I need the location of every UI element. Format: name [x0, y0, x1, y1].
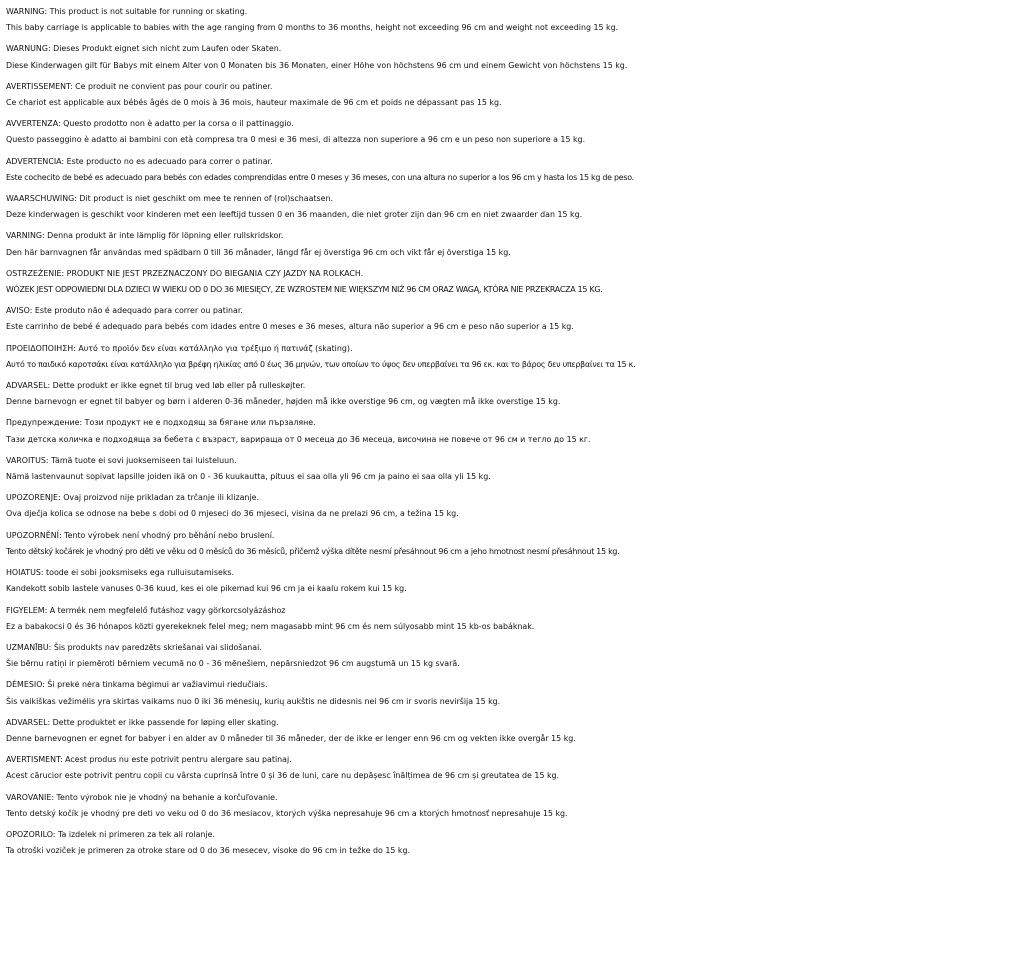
warning-body: Este carrinho de bebé é adequado para bebés com idades entre 0 meses e 36 meses, altura não superior a 96 cm e peso não superior a 15 kg. [6, 322, 574, 332]
warning-block-lv [6, 640, 1010, 672]
warning-block-fi [6, 453, 1010, 485]
warning-heading: OPOZORILO: Ta izdelek ni primeren za tek ali rolanje. [6, 829, 215, 839]
warning-block-sl [6, 827, 1010, 859]
warning-heading: HOIATUS: toode ei sobi jooksmiseks ega rulluisutamiseks. [6, 568, 235, 578]
warning-heading: AVVERTENZA: Questo prodotto non è adatto per la corsa o il pattinaggio. [6, 119, 294, 129]
warning-block-sv [6, 228, 1010, 260]
warning-heading: WARNUNG: Dieses Produkt eignet sich nicht zum Laufen oder Skaten. [6, 44, 282, 54]
warning-block-bg [6, 415, 1010, 447]
warning-body: Acest cărucior este potrivit pentru copii cu vârsta cuprinsă între 0 și 36 de luni, care nu depășesc înălțimea de 96 cm și greutatea de 15 kg. [6, 771, 560, 781]
warning-heading: ADVERTENCIA: Este producto no es adecuado para correr o patinar. [6, 156, 273, 166]
warning-body: This baby carriage is applicable to babies with the age ranging from 0 months to 36 months, height not exceeding 96 cm and weight not exceeding 15 kg. [6, 23, 619, 33]
warning-body: Ova dječja kolica se odnose na bebe s dobi od 0 mjeseci do 36 mjeseci, visina da ne prelazi 96 cm, a težina 15 kg. [6, 509, 459, 519]
warning-block-en [6, 4, 1010, 36]
warning-heading: ΠΡΟΕΙΔΟΠΟΙΗΣΗ: Αυτό το προϊόν δεν είναι κατάλληλο για τρέξιμο ή πατινάζ (skating). [6, 343, 353, 353]
warning-body: Šis vaikiškas vežimėlis yra skirtas vaikams nuo 0 iki 36 mėnesių, kurių aukštis ne didesnis nei 96 cm ir svoris neviršija 15 kg. [6, 696, 501, 706]
warning-heading: VAROITUS: Tämä tuote ei sovi juoksemiseen tai luisteluun. [6, 455, 237, 465]
warning-heading: WAARSCHUWING: Dit product is niet geschikt om mee te rennen of (rol)schaatsen. [6, 194, 333, 204]
warning-heading: AVERTISSEMENT: Ce produit ne convient pas pour courir ou patiner. [6, 81, 273, 91]
warning-heading: VAROVANIE: Tento výrobok nie je vhodný na behanie a korčuľovanie. [6, 792, 278, 802]
warning-body: Tento detský kočík je vhodný pre deti vo veku od 0 do 36 mesiacov, ktorých výška nepresahuje 96 cm a ktorých hmotnosť nepresahuje 15 kg. [6, 808, 568, 818]
warning-body: Ez a babakocsi 0 és 36 hónapos közti gyerekeknek felel meg; nem magasabb mint 96 cm és nem súlyosabb mint 15 kb-os babáknak. [6, 621, 535, 631]
warning-body: Kandekott sobib lastele vanuses 0-36 kuud, kes ei ole pikemad kui 96 cm ja ei kaalu rokem kui 15 kg. [6, 584, 407, 594]
warning-body: Questo passeggino è adatto ai bambini con età compresa tra 0 mesi e 36 mesi, di altezza non superiore a 96 cm e un peso non superiore a 15 kg. [6, 135, 586, 145]
warning-body: Nämä lastenvaunut sopivat lapsille joiden ikä on 0 - 36 kuukautta, pituus ei saa olla yli 96 cm ja paino ei saa olla yli 15 kg. [6, 472, 491, 482]
warning-block-nl [6, 191, 1010, 223]
warning-block-el [6, 341, 1010, 373]
warning-heading: VARNING: Denna produkt är inte lämplig för löpning eller rullskridskor. [6, 231, 284, 241]
warning-block-hu [6, 603, 1010, 635]
warning-block-et [6, 565, 1010, 597]
warning-block-pt [6, 303, 1010, 335]
warning-heading: WARNING: This product is not suitable for running or skating. [6, 7, 248, 16]
warning-heading: ADVARSEL: Dette produkt er ikke egnet til brug ved løb eller på rulleskøjter. [6, 381, 306, 391]
warning-block-no [6, 715, 1010, 747]
warning-heading: UPOZORNĚNÍ: Tento výrobek není vhodný pro běhání nebo bruslení. [6, 530, 275, 540]
warning-body: Den här barnvagnen får användas med spädbarn 0 till 36 månader, längd får ej överstiga 96 cm och vikt får ej överstiga 15 kg. [6, 247, 511, 257]
warning-block-pl [6, 266, 1010, 298]
warning-heading: AVERTISMENT: Acest produs nu este potrivit pentru alergare sau patinaj. [6, 755, 292, 765]
warning-heading: Предупреждение: Този продукт не е подходящ за бягане или пързаляне. [6, 418, 316, 428]
warning-heading: ADVARSEL: Dette produktet er ikke passende for løping eller skating. [6, 717, 279, 727]
warning-body: Šie bērnu ratiņi ir piemēroti bērniem vecumā no 0 - 36 mēnešiem, nepārsniedzot 96 cm augstumā un 15 kg svarā. [6, 659, 460, 669]
warning-body: Ce chariot est applicable aux bébés âgés de 0 mois à 36 mois, hauteur maximale de 96 cm et poids ne dépassant pas 15 kg. [6, 98, 502, 108]
warning-body: Este cochecito de bebé es adecuado para bebés con edades comprendidas entre 0 meses y 36 meses, con una altura no superior a los 96 cm y hasta los 15 kg de peso. [6, 172, 634, 182]
warning-body: Тази детска количка е подходяща за бебета с възраст, варираща от 0 месеца до 36 месеца, височина не повече от 96 см и тегло до 15 кг. [6, 434, 591, 444]
warning-body: Ta otroški voziček je primeren za otroke stare od 0 do 36 mesecev, visoke do 96 cm in težke do 15 kg. [6, 846, 411, 856]
warning-heading: OSTRZEŻENIE: PRODUKT NIE JEST PRZEZNACZONY DO BIEGANIA CZY JAZDY NA ROLKACH. [6, 268, 364, 278]
warning-body: Denne barnevognen er egnet for babyer i en alder av 0 måneder til 36 måneder, der de ikke er lenger enn 96 cm og vekten ikke overgår 15 kg. [6, 733, 576, 743]
warning-block-lt [6, 677, 1010, 709]
warning-body: Deze kinderwagen is geschikt voor kinderen met een leeftijd tussen 0 en 36 maanden, die niet groter zijn dan 96 cm en niet zwaarder dan 15 kg. [6, 210, 583, 220]
warning-body: Diese Kinderwagen gilt für Babys mit einem Alter von 0 Monaten bis 36 Monaten, einer Höhe von höchstens 96 cm und einem Gewicht von höchstens 15 kg. [6, 60, 628, 70]
warning-heading: DĖMESIO: Ši prekė nėra tinkama bėgimui ar važiavimui riedučiais. [6, 680, 268, 690]
warning-block-cs [6, 528, 1010, 560]
warning-block-hr [6, 490, 1010, 522]
warning-heading: UPOZORENJE: Ovaj proizvod nije prikladan za trčanje ili klizanje. [6, 493, 259, 503]
warning-body: Αυτό το παιδικό καροτσάκι είναι κατάλληλο για βρέφη ηλικίας από 0 έως 36 μηνών, των οποίων το ύψος δεν υπερβαίνει τα 96 εκ. και το βάρος δεν υπερβαίνει τα 15 κ. [6, 359, 636, 369]
warning-heading: AVISO: Este produto não é adequado para correr ou patinar. [6, 306, 243, 316]
warning-block-da [6, 378, 1010, 410]
warning-block-fr [6, 79, 1010, 111]
warning-heading: FIGYELEM: A termék nem megfelelő futáshoz vagy görkorcsolyázáshoz [6, 605, 286, 615]
warning-block-sk [6, 790, 1010, 822]
warning-body: WÓZEK JEST ODPOWIEDNI DLA DZIECI W WIEKU OD 0 DO 36 MIESIĘCY, ZE WZROSTEM NIE WIĘKSZYM NIŻ 96 CM ORAZ WAGĄ, KTÓRA NIE PRZEKRACZA 15 KG. [6, 285, 603, 295]
warning-body: Tento dětský kočárek je vhodný pro děti ve věku od 0 měsíců do 36 měsíců, přičemž výška dítěte nesmí přesáhnout 96 cm a jeho hmotnost nesmí přesáhnout 15 kg. [6, 546, 620, 556]
warning-block-ro [6, 752, 1010, 784]
warning-block-it [6, 116, 1010, 148]
warning-block-de [6, 41, 1010, 73]
warning-body: Denne barnevogn er egnet til babyer og børn i alderen 0-36 måneder, højden må ikke overstige 96 cm, og vægten må ikke overstige 15 kg. [6, 397, 561, 407]
warning-heading: UZMANĪBU: Šis produkts nav paredzēts skriešanai vai slidošanai. [6, 642, 262, 652]
warning-block-es [6, 154, 1010, 186]
